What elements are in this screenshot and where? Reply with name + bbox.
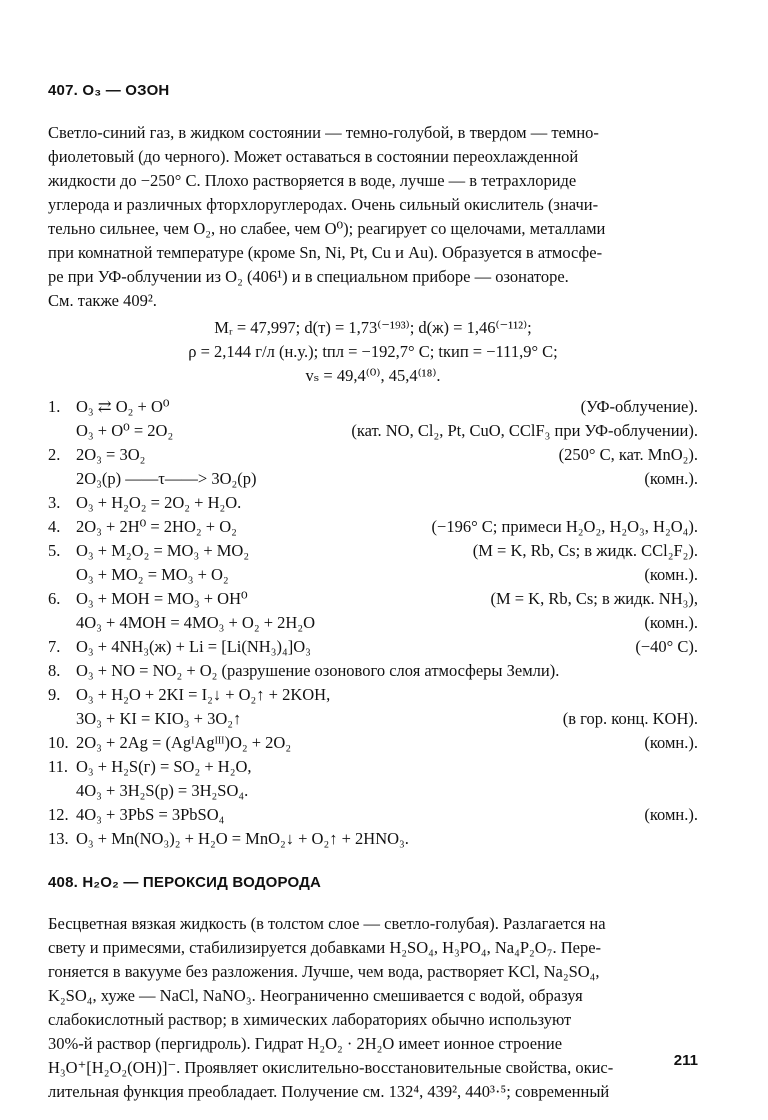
reaction-condition: (кат. NO, Cl₂, Pt, CuO, CClF₃ при УФ-облучении). — [351, 421, 698, 440]
reaction-equation: O₃ + H₂S(г) = SO₂ + H₂O, — [76, 757, 252, 776]
desc-line: См. также 409². — [48, 291, 157, 310]
desc-line: Бесцветная вязкая жидкость (в толстом слое — светло-голубая). Разлагается на — [48, 914, 606, 933]
page-number: 211 — [673, 1052, 698, 1069]
reaction-equation: 4O₃ + 3H₂S(р) = 3H₂SO₄. — [76, 781, 249, 800]
desc-line: слабокислотный раствор; в химических лабораториях обычно используют — [48, 1010, 572, 1029]
reaction-number: 12. — [48, 805, 69, 824]
reaction-row — [48, 685, 698, 709]
reaction-condition: (УФ-облучение). — [580, 397, 698, 416]
desc-line: фиолетовый (до черного). Может оставаться в состоянии переохлажденной — [48, 147, 579, 166]
reaction-row — [48, 445, 698, 469]
section-407-description — [48, 121, 698, 313]
reaction-number: 11. — [48, 757, 69, 776]
reaction-number: 4. — [48, 517, 61, 536]
desc-line: свету и примесями, стабилизируется добавками H₂SO₄, H₃PO₄, Na₄P₂O₇. Пере- — [48, 938, 602, 957]
reaction-condition: (M = K, Rb, Cs; в жидк. NH₃), — [490, 589, 698, 608]
reaction-equation: 2O₃(р) ——τ——> 3O₂(р) — [76, 469, 257, 488]
reaction-row — [48, 565, 698, 589]
reaction-equation: O₃ + Mn(NO₃)₂ + H₂O = MnO₂↓ + O₂↑ + 2HNO₃. — [76, 829, 409, 848]
reaction-number: 9. — [48, 685, 61, 704]
reaction-condition: (−40° С). — [635, 637, 698, 656]
reaction-condition: (комн.). — [644, 733, 698, 752]
section-408-description — [48, 912, 698, 1104]
reaction-condition: (в гор. конц. KOH). — [562, 709, 698, 728]
reaction-row — [48, 661, 698, 685]
reaction-equation: O₃ + H₂O₂ = 2O₂ + H₂O. — [76, 493, 242, 512]
reaction-row — [48, 805, 698, 829]
reaction-row — [48, 397, 698, 421]
reaction-row — [48, 757, 698, 781]
reaction-equation: O₃ + M₂O₂ = MO₃ + MO₂ — [76, 541, 250, 560]
reaction-equation: O₃ + MOH = MO₃ + OH⁰ — [76, 589, 248, 608]
desc-line: ре при УФ-облучении из O₂ (406¹) и в специальном приборе — озонаторе. — [48, 267, 569, 286]
reaction-equation: O₃ + O⁰ = 2O₂ — [76, 421, 174, 440]
reaction-condition: (250° С, кат. MnO₂). — [558, 445, 698, 464]
reaction-condition: (комн.). — [644, 613, 698, 632]
reaction-row — [48, 421, 698, 445]
reaction-row — [48, 829, 698, 853]
desc-line: H₃O⁺[H₂O₂(OH)]⁻. Проявляет окислительно-восстановительные свойства, окис- — [48, 1058, 614, 1077]
reaction-number: 7. — [48, 637, 61, 656]
reaction-row — [48, 709, 698, 733]
reaction-row — [48, 493, 698, 517]
reaction-equation: O₃ + 4NH₃(ж) + Li = [Li(NH₃)₄]O₃ — [76, 637, 311, 656]
reaction-number: 6. — [48, 589, 61, 608]
reaction-equation: O₃ + MO₂ = MO₃ + O₂ — [76, 565, 229, 584]
reaction-number: 2. — [48, 445, 61, 464]
section-407-heading: 407. O₃ — ОЗОН — [48, 82, 170, 99]
reaction-condition: (M = K, Rb, Cs; в жидк. CCl₂F₂). — [472, 541, 698, 560]
reaction-equation: O₃ + NO = NO₂ + O₂ (разрушение озонового слоя атмосферы Земли). — [76, 661, 560, 680]
reaction-equation: 4O₃ + 4MOH = 4MO₃ + O₂ + 2H₂O — [76, 613, 315, 632]
reaction-equation: 2O₃ + 2Ag = (AgᴵAgᴵᴵᴵ)O₂ + 2O₂ — [76, 733, 292, 752]
reaction-row — [48, 469, 698, 493]
desc-line: K₂SO₄, хуже — NaCl, NaNO₃. Неограниченно смешивается с водой, образуя — [48, 986, 583, 1005]
reaction-equation: 4O₃ + 3PbS = 3PbSO₄ — [76, 805, 225, 824]
reaction-number: 5. — [48, 541, 61, 560]
reaction-condition: (комн.). — [644, 565, 698, 584]
desc-line: Светло-синий газ, в жидком состоянии — темно-голубой, в твердом — темно- — [48, 123, 599, 142]
reaction-row — [48, 517, 698, 541]
desc-line: 30%-й раствор (пергидроль). Гидрат H₂O₂ · 2H₂O имеет ионное строение — [48, 1034, 563, 1053]
desc-line: жидкости до −250° С. Плохо растворяется в воде, лучше — в тетрахлориде — [48, 171, 577, 190]
reaction-number: 8. — [48, 661, 61, 680]
reaction-equation: O₃ ⇄ O₂ + O⁰ — [76, 397, 170, 416]
reaction-condition: (комн.). — [644, 805, 698, 824]
constants-line: Mᵣ = 47,997; d(т) = 1,73⁽⁻¹⁹³⁾; d(ж) = 1,46⁽⁻¹¹²⁾; — [214, 318, 532, 337]
reaction-row — [48, 637, 698, 661]
reaction-number: 13. — [48, 829, 69, 848]
reaction-equation: 2O₃ = 3O₂ — [76, 445, 146, 464]
reaction-number: 10. — [48, 733, 69, 752]
reaction-row — [48, 541, 698, 565]
reaction-row — [48, 733, 698, 757]
reaction-number: 3. — [48, 493, 61, 512]
reaction-row — [48, 589, 698, 613]
reaction-condition: (комн.). — [644, 469, 698, 488]
reaction-condition: (−196° С; примеси H₂O₂, H₂O₃, H₂O₄). — [431, 517, 698, 536]
reaction-number: 1. — [48, 397, 61, 416]
constants-line: ρ = 2,144 г/л (н.у.); tпл = −192,7° С; tкип = −111,9° С; — [188, 342, 558, 361]
reaction-equation: 3O₃ + KI = KIO₃ + 3O₂↑ — [76, 709, 242, 728]
desc-line: тельно сильнее, чем O₂, но слабее, чем O⁰); реагирует со щелочами, металлами — [48, 219, 606, 238]
reaction-row — [48, 781, 698, 805]
reaction-equation: O₃ + H₂O + 2KI = I₂↓ + O₂↑ + 2KOH, — [76, 685, 331, 704]
desc-line: углерода и различных фторхлоруглеродах. Очень сильный окислитель (значи- — [48, 195, 599, 214]
desc-line: лительная функция преобладает. Получение см. 132⁴, 439², 440³·⁵; современный — [48, 1082, 610, 1101]
reaction-equation: 2O₃ + 2H⁰ = 2HO₂ + O₂ — [76, 517, 237, 536]
constants-line: vₛ = 49,4⁽⁰⁾, 45,4⁽¹⁸⁾. — [305, 366, 441, 385]
desc-line: при комнатной температуре (кроме Sn, Ni, Pt, Cu и Au). Образуется в атмосфе- — [48, 243, 603, 262]
reaction-row — [48, 613, 698, 637]
desc-line: гоняется в вакууме без разложения. Лучше, чем вода, растворяет KCl, Na₂SO₄, — [48, 962, 600, 981]
section-408-heading: 408. H₂O₂ — ПЕРОКСИД ВОДОРОДА — [48, 874, 322, 891]
